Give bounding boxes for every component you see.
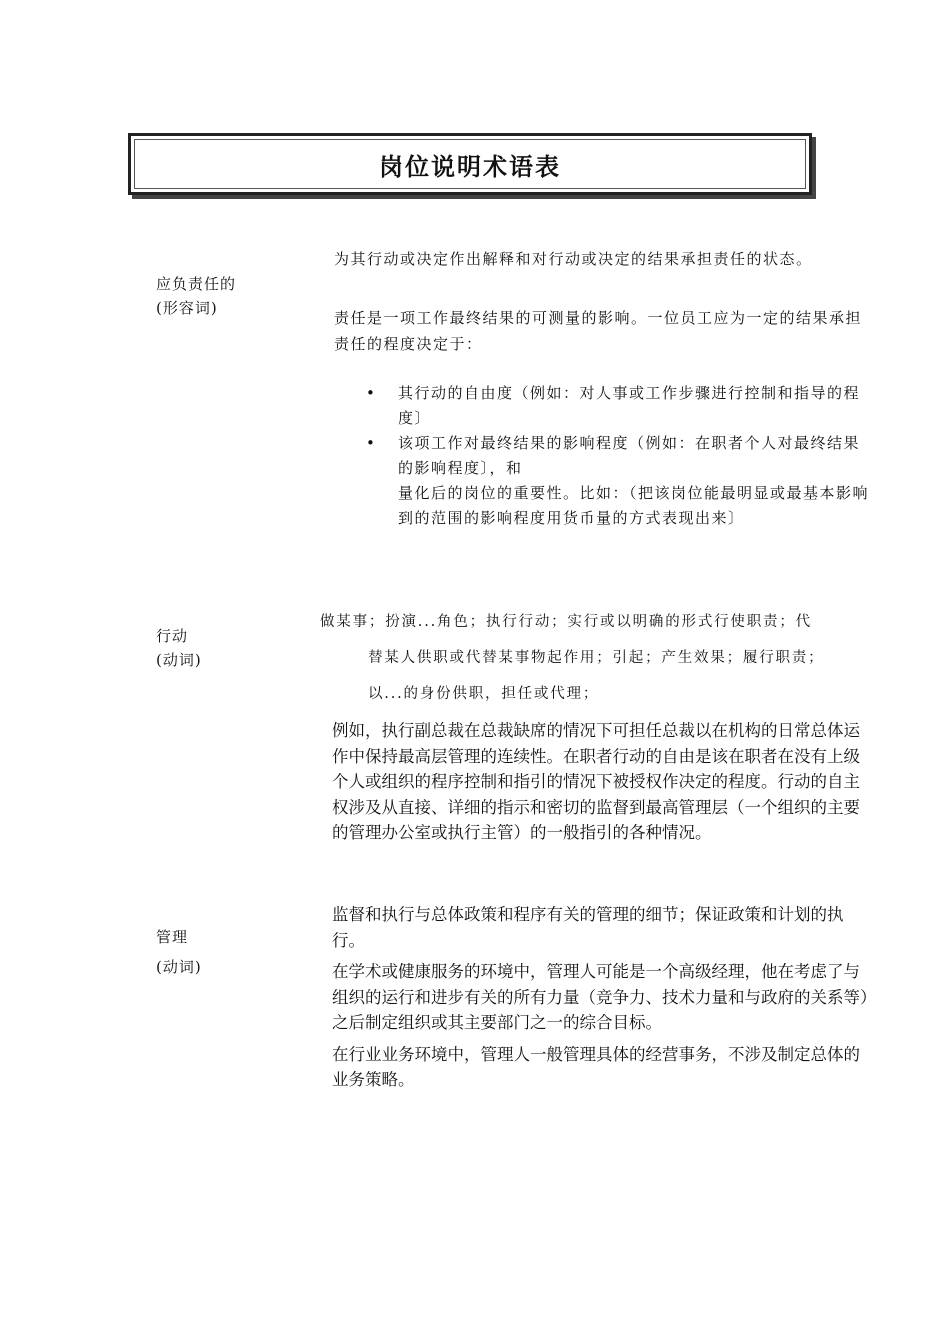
list-item-text: 其行动的自由度（例如：对人事或工作步骤进行控制和指导的程度〕 — [398, 384, 861, 427]
definition-act-example — [332, 718, 872, 852]
term-label: 行动 — [156, 627, 189, 645]
term-label: 管理 — [156, 928, 189, 946]
definition-line: 以...的身份供职，担任或代理； — [368, 686, 600, 702]
definition-paragraph: 在行业业务环境中，管理人一般管理具体的经营事务，不涉及制定总体的业务策略。 — [332, 1044, 860, 1089]
term-act — [156, 624, 202, 672]
term-pos: (形容词) — [156, 299, 218, 317]
bullet-list-accountable — [366, 381, 871, 531]
definition-paragraph: 例如，执行副总裁在总裁缺席的情况下可担任总裁以在机构的日常总体运作中保持最高层管理的连续性。在职者行动的自由是该在职者在没有上级个人或组织的程序控制和指引的情况下被授权作决定的程度。行动的自主权涉及从直接、详细的指示和密切的监督到最高管理层（一个组织的主要的管理办公室或执行主管）的一般指引的各种情况。 — [332, 721, 860, 842]
list-item-text: 量化后的岗位的重要性。比如：（把该岗位能最明显或最基本影响到的范围的影响程度用货币量的方式表现出来〕 — [398, 484, 870, 527]
definition-paragraph: 为其行动或决定作出解释和对行动或决定的结果承担责任的状态。 — [334, 250, 813, 268]
list-item — [366, 431, 871, 481]
definition-administer — [332, 902, 872, 1099]
list-item-text: 该项工作对最终结果的影响程度（例如：在职者个人对最终结果的影响程度〕，和 — [398, 434, 861, 477]
term-pos: (动词) — [156, 651, 202, 669]
definition-line: 做某事；扮演...角色；执行行动；实行或以明确的形式行使职责；代 — [320, 614, 812, 630]
bullet-icon: • — [366, 434, 377, 452]
definition-accountable-2 — [334, 305, 874, 357]
definition-act-lines — [320, 604, 880, 712]
definition-accountable-1 — [334, 246, 874, 272]
term-administer — [156, 922, 202, 982]
list-item — [366, 481, 871, 531]
title-box — [128, 133, 812, 195]
definition-paragraph: 监督和执行与总体政策和程序有关的管理的细节；保证政策和计划的执行。 — [332, 905, 844, 950]
page-title: 岗位说明术语表 — [379, 151, 561, 181]
term-label: 应负责任的 — [156, 275, 237, 293]
definition-paragraph: 在学术或健康服务的环境中，管理人可能是一个高级经理，他在考虑了与组织的运行和进步有关的所有力量（竞争力、技术力量和与政府的关系等）之后制定组织或其主要部门之一的综合目标。 — [332, 962, 869, 1032]
list-item — [366, 381, 871, 431]
term-pos: (动词) — [156, 958, 202, 976]
bullet-icon: • — [366, 384, 377, 402]
definition-line: 替某人供职或代替某事物起作用；引起；产生效果；履行职责； — [368, 650, 825, 666]
term-accountable — [156, 272, 236, 320]
definition-paragraph: 责任是一项工作最终结果的可测量的影响。一位员工应为一定的结果承担责任的程度决定于： — [334, 309, 863, 353]
